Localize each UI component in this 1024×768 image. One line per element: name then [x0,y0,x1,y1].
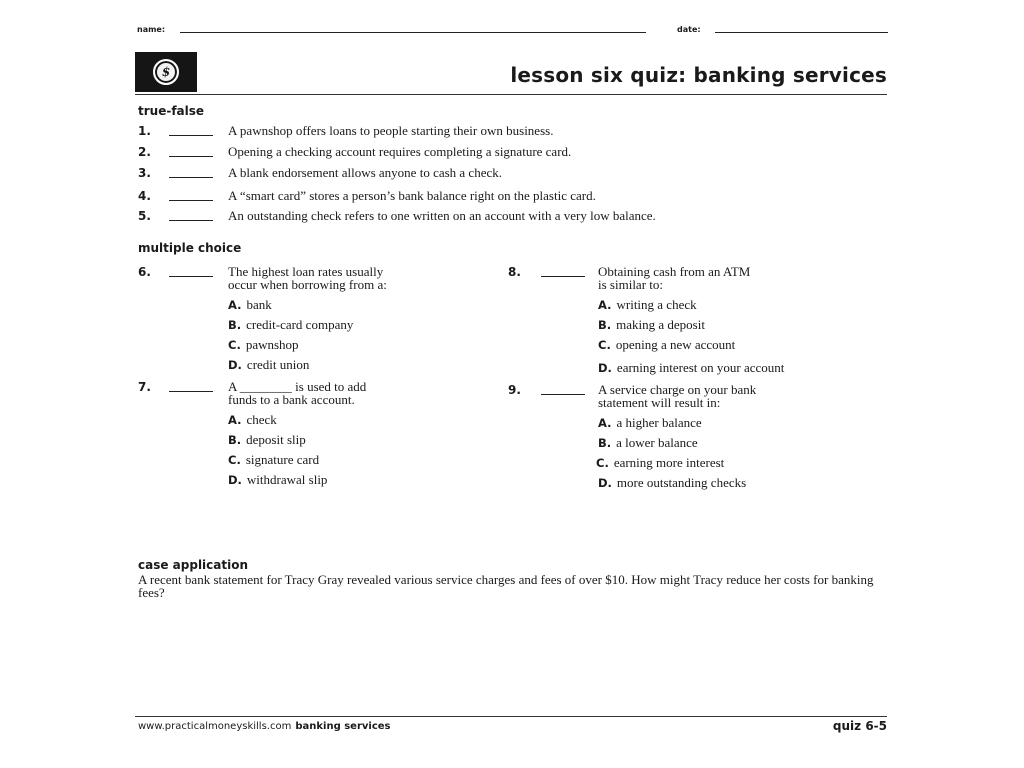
mc-question-line: statement will result in: [598,395,721,410]
mc-question-line: A service charge on your bank [598,382,757,397]
footer-divider [135,716,887,717]
mc-option: C. signature card [228,452,320,467]
footer-source [138,721,390,732]
mc-question-line: funds to a bank account. [228,392,355,407]
mc-option: B. making a deposit [598,317,705,332]
tf-number: 3. [138,166,151,180]
mc-option: A. writing a check [598,297,697,312]
coin-icon: $ [153,59,179,85]
name-blank[interactable] [180,32,646,33]
mc-option: B. a lower balance [598,435,698,450]
mc-question-line: The highest loan rates usually [228,264,384,279]
mc-option: D. more outstanding checks [598,475,747,490]
tf-answer-blank[interactable] [169,135,213,136]
multiple-choice-heading: multiple choice [138,241,242,255]
tf-statement: Opening a checking account requires completing a signature card. [228,144,572,159]
mc-number: 8. [508,265,521,279]
footer-quiz-number: quiz 6-5 [832,719,887,733]
mc-number: 6. [138,265,151,279]
tf-answer-blank[interactable] [169,220,213,221]
tf-statement: A blank endorsement allows anyone to cash a check. [228,165,502,180]
tf-answer-blank[interactable] [169,177,213,178]
mc-option: B. credit-card company [228,317,354,332]
title-divider [135,94,887,95]
tf-number: 2. [138,145,151,159]
mc-option: C. opening a new account [598,337,736,352]
mc-number: 9. [508,383,521,397]
date-label: date: [677,25,701,34]
mc-question-line: Obtaining cash from an ATM [598,264,751,279]
footer-section: banking services [295,721,391,732]
mc-option: A. check [228,412,277,427]
case-application-heading: case application [138,558,249,572]
mc-option: C. earning more interest [596,455,725,470]
mc-option: D. earning interest on your account [598,360,785,375]
mc-option: C. pawnshop [228,337,299,352]
tf-statement: A pawnshop offers loans to people starting their own business. [228,123,554,138]
tf-answer-blank[interactable] [169,156,213,157]
mc-option: B. deposit slip [228,432,306,447]
mc-number: 7. [138,380,151,394]
mc-question-line: is similar to: [598,277,663,292]
date-blank[interactable] [715,32,888,33]
tf-number: 4. [138,189,151,203]
mc-option: D. withdrawal slip [228,472,328,487]
quiz-title: lesson six quiz: banking services [510,63,887,87]
mc-question-line: A ________ is used to add [228,379,367,394]
case-application-text: A recent bank statement for Tracy Gray revealed various service charges and fees of over $10. How might Tracy reduce her costs for banking fees? [138,572,874,600]
mc-answer-blank[interactable] [541,276,585,277]
mc-option: A. bank [228,297,272,312]
mc-answer-blank[interactable] [169,391,213,392]
tf-number: 1. [138,124,151,138]
true-false-heading: true-false [138,104,205,118]
tf-statement: A “smart card” stores a person’s bank balance right on the plastic card. [228,188,596,203]
name-label: name: [137,25,166,34]
mc-option: A. a higher balance [598,415,702,430]
tf-statement: An outstanding check refers to one written on an account with a very low balance. [228,208,656,223]
mc-answer-blank[interactable] [169,276,213,277]
mc-answer-blank[interactable] [541,394,585,395]
logo-badge [135,52,197,92]
tf-answer-blank[interactable] [169,200,213,201]
footer-url: www.practicalmoneyskills.com [138,721,292,732]
mc-question-line: occur when borrowing from a: [228,277,387,292]
tf-number: 5. [138,209,151,223]
mc-option: D. credit union [228,357,310,372]
